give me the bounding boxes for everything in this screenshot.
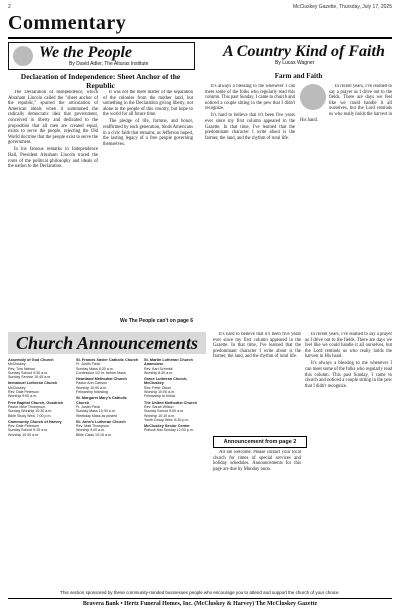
- church-name: Assembly of God Church: [8, 358, 54, 362]
- paragraph: All are welcome. Please contact your local church for times of special services and holiday schedules. Announcements for this page are due by Monday noon.: [213, 450, 301, 472]
- church-details: McCluskey Rev. Dale Peterson Worship 9:00 a.m.: [8, 385, 39, 399]
- church-name: Grace Lutheran Church, McCluskey: [144, 377, 188, 386]
- left-article-col2: [103, 90, 193, 315]
- church-name: St. Francis Xavier Catholic Church: [76, 358, 139, 362]
- church-name: Heartland Methodist Church: [76, 377, 127, 382]
- directory-col1: [8, 358, 72, 586]
- page-number: 2: [8, 4, 11, 10]
- left-article-continuation: We The People can't on page 6: [119, 318, 193, 324]
- left-article-col1: [8, 90, 98, 315]
- author-photo: [13, 46, 33, 66]
- section-title: Commentary: [8, 12, 127, 34]
- paragraph: It's always a blessing to me whenever I can meet some of the folks who regularly read this column. This past Sunday, I came to church and noticed a couple sitting in the pew that I didn't recognize.: [305, 361, 392, 389]
- right-article-title: A Country Kind of Faith: [223, 43, 385, 60]
- right-article-subheading: Farm and Faith: [274, 72, 323, 80]
- directory-col3: [144, 358, 206, 586]
- church-listing: [8, 381, 72, 398]
- paragraph: In his famous remarks in Independence Hall, President Abraham Lincoln traced the roots of the political philosophy and ideals of the nation to the Declaration.: [8, 147, 98, 170]
- church-details: Fr. Justin Fleck Sunday Mass 8:30 a.m. Confession 1/2 hr. before Mass: [76, 362, 126, 375]
- church-details: Potluck first Sunday 12:00 p.m.: [144, 428, 194, 433]
- church-name: St. Martin Lutheran Church Anamoose: [144, 358, 193, 367]
- right-article-col1-continued: [213, 332, 301, 432]
- church-listing: [144, 358, 206, 375]
- right-article-header: [205, 42, 392, 68]
- sponsor-businesses: Bravera Bank • Hertz Funeral Homes, Inc. (McCluskey & Harvey) The McCluskey Gazette: [8, 598, 392, 607]
- paragraph: The Declaration of Independence, which Abraham Lincoln called the "sheet anchor of the republic," spurred the articulation of American ideals when it summoned the radically democratic idea that government, conceived in liberty and dedicated to the proposition that all men are created equal, exists to serve the people, rejecting the Old World doctrine that the people exist to serve the government.: [8, 90, 98, 146]
- church-details: Rev. Karl Schmidt Worship 8:30 a.m.: [144, 366, 174, 375]
- church-listing: [144, 401, 206, 422]
- left-article-subheading: Declaration of Independence: Sheet Anchor of the Republic: [20, 72, 181, 90]
- right-article-col2: [300, 84, 392, 328]
- church-listing: [76, 377, 140, 394]
- paragraph: It's hard to believe that it's been five years ever since my first column appeared in the Gazette. In that time, I've learned that the predominant character I write about is the farmer, the land, and the rhythm of rural life.: [213, 332, 301, 360]
- church-name: McCluskey Senior Center: [144, 424, 190, 429]
- church-listing: [144, 424, 206, 433]
- church-listing: [76, 358, 140, 375]
- paragraph: In recent years, I've learned to say a prayer as I drive out to the fields. There are days we feel like we could handle it all ourselves, but the Lord reminds us who really holds the harvest in His hand.: [305, 332, 392, 360]
- church-listing: [76, 420, 140, 437]
- left-article-header: [8, 42, 195, 70]
- church-details: McCluskey Rev. Tom Nelson Sunday School 9:30 a.m. Sunday Service 10:45 a.m.: [8, 362, 52, 380]
- church-name: St. Margaret Mary's Catholic Church: [76, 396, 127, 405]
- paragraph: It was not the mere matter of the separation of the colonies from the mother land, but something in the Declaration giving liberty, not alone to the people of this country, but hope to the world for all future time.: [103, 90, 193, 118]
- church-name: Community Church of Harvey: [8, 419, 62, 424]
- paragraph: It's always a blessing to me whenever I can meet some of the folks who regularly read this column. This past Sunday, I came to church and noticed a couple sitting in the pew that I didn't recognize.: [205, 84, 295, 112]
- church-details: Rev. Sarah Wilson Sunday School 9:00 a.m. Worship 10:15 a.m. Youth Group Wed. 6:30 p.m.: [144, 404, 190, 422]
- announcement-heading: Announcement from page 2: [213, 436, 307, 448]
- directory-col2: [76, 358, 140, 586]
- church-details: Pastor Mike Thompson Sunday Worship 10:30 a.m. Bible Study Wed. 7:00 p.m.: [8, 404, 53, 418]
- church-name: The United Methodist Church: [144, 400, 197, 405]
- author-photo: [300, 84, 326, 110]
- sponsor-line: This section sponsored by these community-minded businesses people who encourage you to attend and support the church of your choice.: [60, 590, 340, 595]
- church-details: Rev. Peter Olson Worship 10:00 a.m. Fellowship to follow: [144, 385, 176, 399]
- church-details: Rev. Dale Peterson Sunday School 9:15 a.m. Worship 10:30 a.m.: [8, 424, 49, 437]
- church-name: Free Baptist Church, Goodrich: [8, 400, 64, 405]
- church-details: Rev. Matt Thompson Worship 9:00 a.m. Bible Class 10:15 a.m.: [76, 424, 112, 437]
- church-directory-title: Church Announcements: [8, 332, 206, 354]
- church-listing: [8, 358, 72, 379]
- church-details: Fr. Justin Fleck Sunday Mass 10:30 a.m. Weekday Mass as posted: [76, 404, 118, 418]
- church-listing: [144, 377, 206, 398]
- paper-dateline: McCluskey Gazette, Thursday, July 17, 2025: [292, 4, 392, 10]
- header-rule: [8, 37, 392, 39]
- left-article-byline: By David Adler, The Alturas Institute: [69, 61, 149, 67]
- announcement-body: [213, 450, 301, 580]
- church-name: St. John's Lutheran Church: [76, 419, 126, 424]
- paragraph: The pledge of life, fortune, and honor, reaffirmed by each generation, binds Americans in a civic faith that remains, as Jefferson hoped, the lasting legacy of a free people governing themselves.: [103, 119, 193, 147]
- church-name: Immanuel Lutheran Church: [8, 381, 58, 386]
- right-article-col1: [205, 84, 295, 328]
- church-listing: [8, 401, 72, 418]
- right-article-col2-continued: [305, 332, 392, 582]
- paragraph: It's hard to believe that it's been five years ever since my first column appeared in the Gazette. In that time, I've learned that the predominant character I write about is the farmer, the land, and the rhythm of rural life.: [205, 113, 295, 141]
- left-article-title: We the People: [39, 44, 133, 61]
- church-listing: [76, 396, 140, 417]
- church-listing: [8, 420, 72, 437]
- church-details: Pastor Ann Carlson Worship 10:00 a.m. Fellowship following: [76, 381, 108, 395]
- right-article-byline: By Lucas Wagner: [275, 60, 315, 66]
- paragraph: In recent years, I've learned to say a prayer as I drive out to the fields. There are days we feel like we could handle it all ourselves, but the Lord reminds us who really holds the harvest in His hand.: [300, 84, 392, 123]
